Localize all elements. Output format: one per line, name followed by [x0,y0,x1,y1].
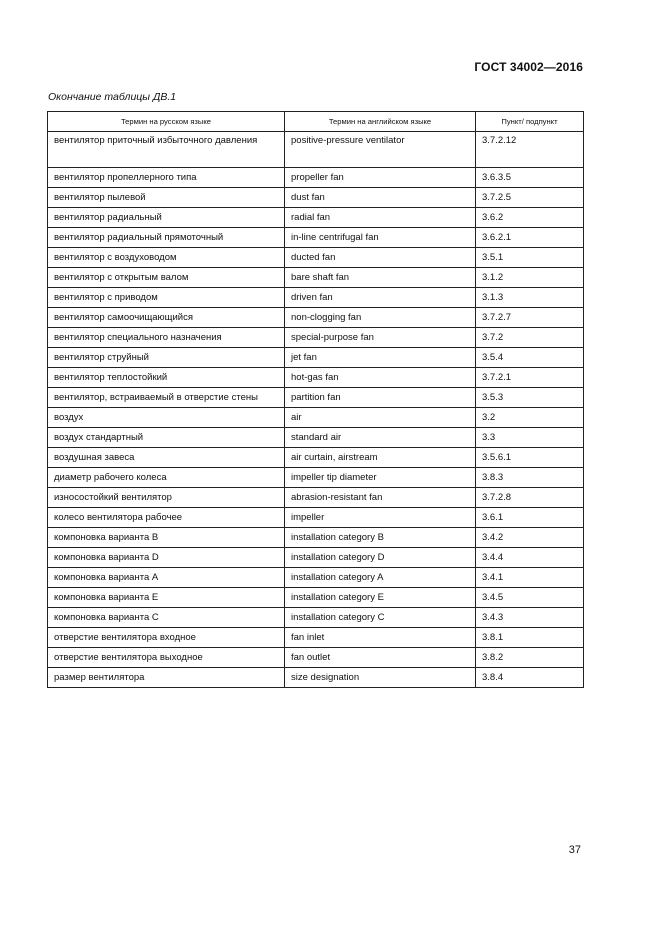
clause-cell: 3.8.1 [476,628,584,648]
english-term-cell: hot-gas fan [285,368,476,388]
english-term-cell: ducted fan [285,248,476,268]
clause-cell: 3.6.2.1 [476,228,584,248]
english-term-cell: propeller fan [285,168,476,188]
clause-cell: 3.7.2.7 [476,308,584,328]
table-row [48,608,584,628]
clause-cell: 3.7.2.8 [476,488,584,508]
clause-cell: 3.5.3 [476,388,584,408]
english-term-cell: partition fan [285,388,476,408]
table-row [48,348,584,368]
table-row [48,548,584,568]
table-row [48,568,584,588]
header-russian-term: Термин на русском языке [48,112,285,132]
english-term-cell: fan inlet [285,628,476,648]
english-term-cell: air [285,408,476,428]
clause-cell: 3.8.4 [476,668,584,688]
clause-cell: 3.7.2.1 [476,368,584,388]
russian-term-cell: вентилятор с воздуховодом [48,248,285,268]
russian-term-cell: вентилятор радиальный [48,208,285,228]
english-term-cell: non-clogging fan [285,308,476,328]
table-row [48,648,584,668]
english-term-cell: installation category E [285,588,476,608]
english-term-cell: size designation [285,668,476,688]
clause-cell: 3.4.1 [476,568,584,588]
english-term-cell: in-line centrifugal fan [285,228,476,248]
english-term-cell: installation category B [285,528,476,548]
russian-term-cell: компоновка варианта Е [48,588,285,608]
english-term-cell: radial fan [285,208,476,228]
english-term-cell: special-purpose fan [285,328,476,348]
table-row [48,428,584,448]
english-term-cell: installation category C [285,608,476,628]
table-row [48,248,584,268]
clause-cell: 3.1.3 [476,288,584,308]
russian-term-cell: вентилятор приточный избыточного давления [48,132,285,168]
english-term-cell: dust fan [285,188,476,208]
russian-term-cell: компоновка варианта D [48,548,285,568]
table-row [48,268,584,288]
table-row [48,328,584,348]
russian-term-cell: диаметр рабочего колеса [48,468,285,488]
header-english-term: Термин на английском языке [285,112,476,132]
russian-term-cell: размер вентилятора [48,668,285,688]
clause-cell: 3.4.3 [476,608,584,628]
table-row [48,208,584,228]
table-caption: Окончание таблицы ДВ.1 [48,91,177,103]
table-row [48,448,584,468]
russian-term-cell: вентилятор струйный [48,348,285,368]
table-row [48,508,584,528]
russian-term-cell: воздушная завеса [48,448,285,468]
header-clause: Пункт/ подпункт [476,112,584,132]
clause-cell: 3.7.2 [476,328,584,348]
clause-cell: 3.4.2 [476,528,584,548]
russian-term-cell: вентилятор теплостойкий [48,368,285,388]
russian-term-cell: колесо вентилятора рабочее [48,508,285,528]
english-term-cell: installation category D [285,548,476,568]
russian-term-cell: воздух [48,408,285,428]
table-row [48,388,584,408]
clause-cell: 3.1.2 [476,268,584,288]
english-term-cell: driven fan [285,288,476,308]
table-row [48,468,584,488]
english-term-cell: impeller tip diameter [285,468,476,488]
table-header-row [48,112,584,132]
english-term-cell: installation category A [285,568,476,588]
russian-term-cell: отверстие вентилятора входное [48,628,285,648]
clause-cell: 3.4.4 [476,548,584,568]
russian-term-cell: вентилятор, встраиваемый в отверстие стены [48,388,285,408]
table-row [48,228,584,248]
table-row [48,408,584,428]
clause-cell: 3.7.2.12 [476,132,584,168]
table-row [48,668,584,688]
table-row [48,132,584,168]
russian-term-cell: компоновка варианта В [48,528,285,548]
clause-cell: 3.2 [476,408,584,428]
clause-cell: 3.6.2 [476,208,584,228]
russian-term-cell: вентилятор специального назначения [48,328,285,348]
russian-term-cell: компоновка варианта С [48,608,285,628]
clause-cell: 3.7.2.5 [476,188,584,208]
english-term-cell: positive-pressure ventilator [285,132,476,168]
russian-term-cell: вентилятор самоочищающийся [48,308,285,328]
clause-cell: 3.8.3 [476,468,584,488]
english-term-cell: bare shaft fan [285,268,476,288]
page-number: 37 [568,844,581,856]
clause-cell: 3.8.2 [476,648,584,668]
english-term-cell: impeller [285,508,476,528]
clause-cell: 3.3 [476,428,584,448]
clause-cell: 3.4.5 [476,588,584,608]
table-row [48,168,584,188]
russian-term-cell: воздух стандартный [48,428,285,448]
russian-term-cell: вентилятор пропеллерного типа [48,168,285,188]
clause-cell: 3.5.6.1 [476,448,584,468]
russian-term-cell: вентилятор с приводом [48,288,285,308]
table-row [48,188,584,208]
clause-cell: 3.6.3.5 [476,168,584,188]
clause-cell: 3.6.1 [476,508,584,528]
russian-term-cell: износостойкий вентилятор [48,488,285,508]
english-term-cell: air curtain, airstream [285,448,476,468]
english-term-cell: jet fan [285,348,476,368]
english-term-cell: abrasion-resistant fan [285,488,476,508]
english-term-cell: fan outlet [285,648,476,668]
russian-term-cell: отверстие вентилятора выходное [48,648,285,668]
document-number: ГОСТ 34002—2016 [474,60,583,74]
terms-table [47,111,584,688]
russian-term-cell: компоновка варианта А [48,568,285,588]
table-row [48,308,584,328]
table-row [48,588,584,608]
table-row [48,488,584,508]
russian-term-cell: вентилятор с открытым валом [48,268,285,288]
table-row [48,528,584,548]
clause-cell: 3.5.4 [476,348,584,368]
table-row [48,368,584,388]
english-term-cell: standard air [285,428,476,448]
table-row [48,628,584,648]
russian-term-cell: вентилятор пылевой [48,188,285,208]
table-row [48,288,584,308]
clause-cell: 3.5.1 [476,248,584,268]
russian-term-cell: вентилятор радиальный прямоточный [48,228,285,248]
